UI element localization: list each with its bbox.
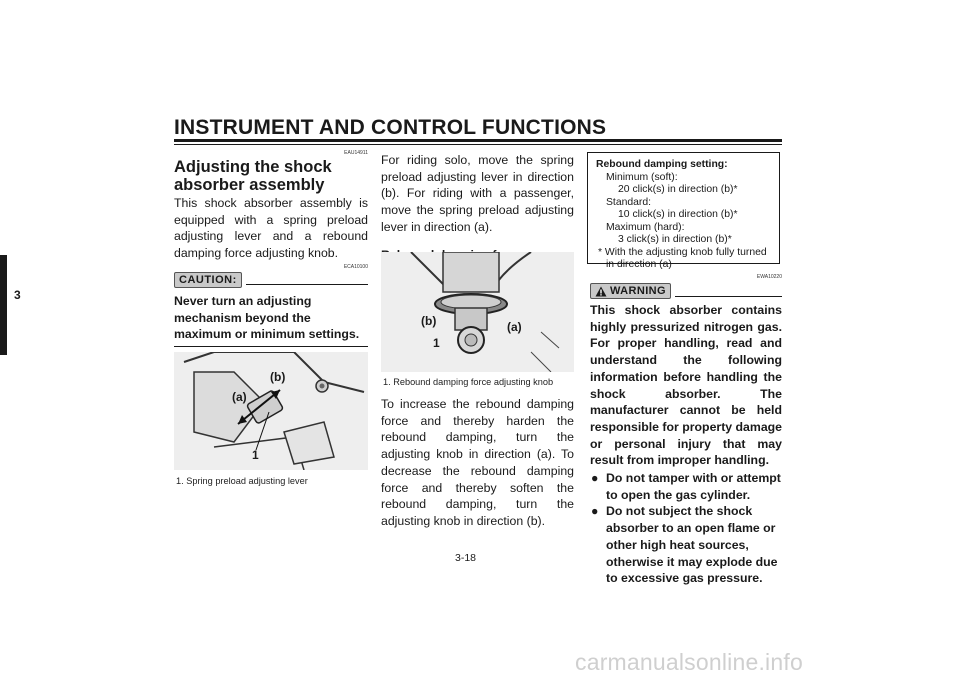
- caution-badge: CAUTION:: [174, 272, 242, 288]
- watermark: carmanualsonline.info: [575, 649, 803, 675]
- spec-min-label: Minimum (soft):: [606, 171, 678, 183]
- figure-label-b: (b): [270, 370, 286, 384]
- chapter-tab: [0, 255, 7, 355]
- left-column: [174, 150, 368, 375]
- rebound-damping-caption: 1. Rebound damping force adjusting knob: [383, 377, 554, 387]
- caution-header: [174, 272, 368, 288]
- caution-end-rule: [174, 346, 368, 347]
- spec-max-label: Maximum (hard):: [606, 221, 685, 233]
- figure-label-1: 1: [252, 448, 259, 462]
- intro-paragraph: This shock absorber assembly is equipped with a spring preload adjusting lever and a rebound damping force adjusting knob.: [174, 196, 368, 261]
- warning-rule: [675, 296, 782, 297]
- warning-label: WARNING: [610, 285, 666, 297]
- header-rule-thick: [174, 139, 782, 142]
- warning-header: [590, 283, 782, 299]
- bullet-icon: ●: [591, 471, 599, 486]
- caution-rule: [246, 284, 368, 285]
- spec-max-value: 3 click(s) in direction (b)*: [618, 234, 732, 245]
- rebound-damping-illustration: [381, 252, 574, 372]
- bullet-icon: ●: [591, 504, 599, 519]
- bullet-text: Do not tamper with or attempt to open the gas cylinder.: [606, 471, 781, 502]
- warning-text: This shock absorber contains highly pressurized nitrogen gas. For proper handling, read and understand the following information before handling the shock absorber. The manufacturer cannot be held responsible for property damage or personal injury that may result from improper handling.: [590, 303, 783, 468]
- warning-triangle-icon: [595, 286, 607, 297]
- caution-text: Never turn an adjusting mechanism beyond the maximum or minimum settings.: [174, 293, 360, 342]
- warning-bullet-list: [590, 470, 782, 587]
- list-item: [590, 470, 782, 503]
- rebound-adjust-paragraph: To increase the rebound damping force and thereby harden the rebound damping, turn the adjusting knob in direction (a). To decrease the rebound damping force and thereby soften the rebound damping, turn the adjusting knob in direction (b).: [381, 397, 574, 528]
- list-item: [590, 503, 782, 587]
- spring-preload-caption: 1. Spring preload adjusting lever: [176, 476, 308, 486]
- warning-section: [590, 274, 782, 587]
- page-header-title: INSTRUMENT AND CONTROL FUNCTIONS: [174, 116, 607, 139]
- rebound-damping-figure: [381, 252, 574, 372]
- doc-code: EAU14911: [344, 150, 368, 156]
- spec-std-label: Standard:: [606, 196, 652, 208]
- rebound-damping-spec-box: [587, 152, 780, 270]
- figure-label-1: 1: [433, 336, 440, 350]
- figure-label-b: (b): [421, 314, 437, 328]
- bullet-text: Do not subject the shock absorber to an open flame or other high heat sources, otherwise it may explode due to excessive gas pressure.: [606, 504, 778, 586]
- caution-code: ECA10100: [343, 263, 368, 270]
- spec-std-value: 10 click(s) in direction (b)*: [618, 209, 738, 220]
- header-rule-thin: [174, 144, 782, 145]
- warning-badge: [590, 283, 671, 299]
- spec-min-value: 20 click(s) in direction (b)*: [618, 184, 738, 195]
- section-heading: Adjusting the shock absorber assembly: [174, 158, 332, 194]
- middle-column: [381, 152, 574, 262]
- figure-label-a: (a): [232, 390, 247, 404]
- chapter-number: 3: [14, 288, 21, 302]
- spec-note: * With the adjusting knob fully turned in direction (a): [598, 246, 767, 270]
- spring-preload-figure: [174, 352, 368, 470]
- warning-code: EWA10220: [756, 274, 782, 280]
- figure-label-a: (a): [507, 320, 522, 334]
- solo-passenger-paragraph: For riding solo, move the spring preload adjusting lever in direction (b). For riding with a passenger, move the spring preload adjusting lever in direction (a).: [381, 153, 574, 234]
- page-number: 3-18: [455, 552, 477, 564]
- spec-title: Rebound damping setting:: [596, 159, 728, 170]
